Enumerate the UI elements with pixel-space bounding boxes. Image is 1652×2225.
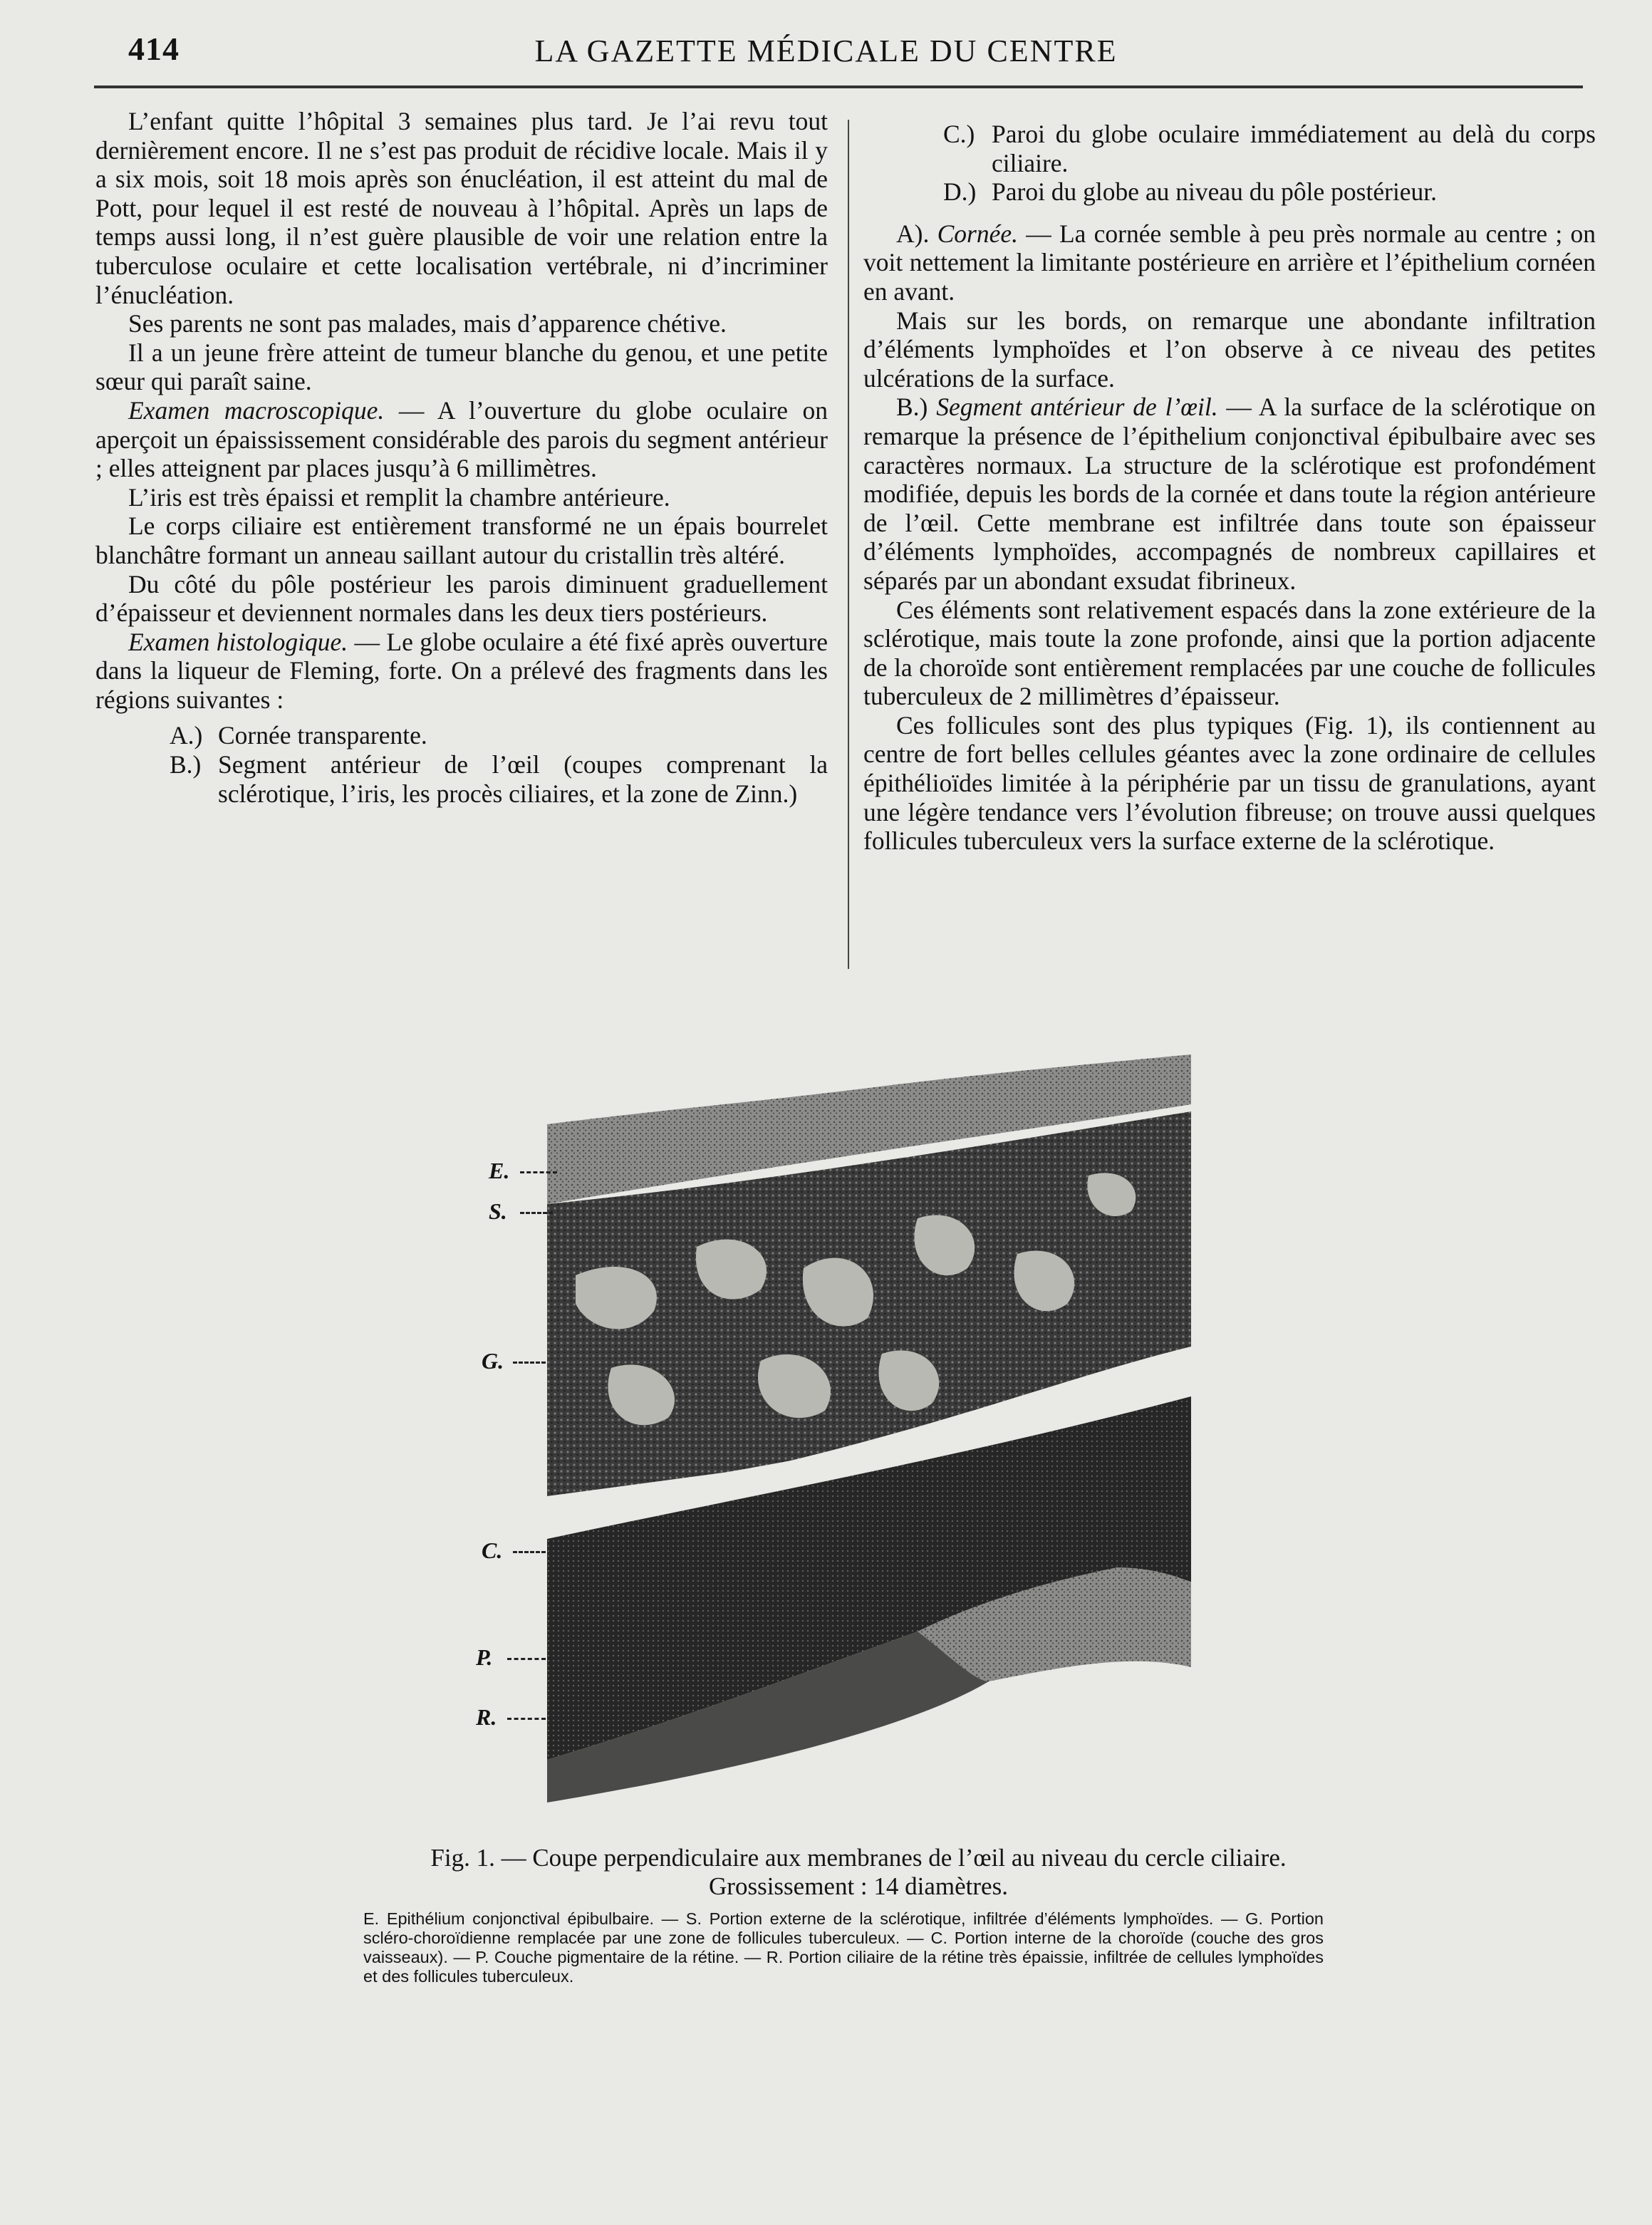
- figure-label-c: C.: [482, 1537, 503, 1563]
- list-item: [95, 721, 828, 750]
- section-label: Examen histologique.: [128, 627, 348, 656]
- paragraph: Il a un jeune frère atteint de tumeur blanche du genou, et une petite sœur qui paraît saine.: [95, 338, 828, 396]
- paragraph: L’iris est très épaissi et remplit la chambre antérieure.: [128, 482, 670, 512]
- region-list: [95, 721, 828, 808]
- column-divider: [848, 120, 849, 969]
- figure-label-e: E.: [489, 1158, 510, 1183]
- label-leader: [520, 1212, 553, 1214]
- list-key: C.): [943, 120, 975, 148]
- figure-label-g: G.: [482, 1348, 504, 1374]
- left-column: [95, 107, 828, 808]
- figure-label-r: R.: [476, 1704, 497, 1730]
- histology-figure: [476, 1040, 1191, 1803]
- paragraph: [863, 219, 1596, 306]
- list-text: Paroi du globe oculaire immédiatement au delà du corps ciliaire.: [992, 120, 1596, 177]
- paragraph: [95, 396, 828, 483]
- section-text: — A l’ouverture du globe oculaire on aperçoit un épaississement considérable des parois du segment antérieur ; elles atteignent par places jusqu’à 6 millimètres.: [95, 395, 828, 483]
- list-text: Cornée transparente.: [218, 721, 427, 750]
- figure-caption-legend: E. Epithélium conjonctival épibulbaire. — S. Portion externe de la sclérotique, infiltrée d’éléments lymphoïdes. — G. Portion scléro-choroïdienne remplacée par une zone de follicules tuberculeux. — C. Portion interne de la choroïde (couche des gros vaisseaux). — P. Couche pigmentaire de la rétine. — R. Portion ciliaire de la rétine très épaissie, infiltrée de cellules lymphoïdes et des follicules tuberculeux.: [363, 1909, 1324, 1986]
- label-leader: [520, 1171, 557, 1173]
- label-leader: [513, 1362, 546, 1364]
- list-key: B.): [170, 750, 202, 779]
- list-item: [95, 750, 828, 808]
- section-label: Segment antérieur de l’œil.: [936, 393, 1218, 422]
- paragraph: Ces éléments sont relativement espacés dans la zone extérieure de la sclérotique, mais toute la zone profonde, ainsi que la portion adjacente de la choroïde sont entièrement remplacées par une couche de follicules tuberculeux de 2 millimètres d’épaisseur.: [863, 595, 1596, 711]
- list-key: A.): [170, 721, 203, 750]
- histology-section-image: [547, 1040, 1191, 1803]
- section-text: — A la surface de la sclérotique on remarque la présence de l’épithelium conjonctival épibulbaire avec ses caractères normaux. La structure de la sclérotique est profondément modifiée, depuis les bords de la cornée et dans toute la région antérieure de l’œil. Cette membrane est infiltrée dans toute son épaisseur d’éléments lymphoïdes, accompagnés de nombreux capillaires et séparés par un abondant exsudat fibrineux.: [863, 393, 1596, 595]
- paragraph: Ces follicules sont des plus typiques (Fig. 1), ils contiennent au centre de fort belles cellules géantes avec la zone ordinaire de cellules épithélioïdes limitée à la périphérie par un tissu de granulations, ayant une légère tendance vers l’évolution fibreuse; on trouve aussi quelques follicules tuberculeux vers la surface externe de la sclérotique.: [863, 710, 1596, 856]
- figure-label-s: S.: [489, 1198, 507, 1224]
- running-title: LA GAZETTE MÉDICALE DU CENTRE: [534, 33, 1118, 68]
- figure-caption-title: Fig. 1. — Coupe perpendiculaire aux membranes de l’œil au niveau du cercle ciliaire. Grossissement : 14 diamètres.: [430, 1844, 1287, 1900]
- right-column: [863, 120, 1596, 856]
- label-leader: [513, 1551, 546, 1553]
- label-leader: [507, 1658, 546, 1660]
- list-key: D.): [943, 177, 977, 207]
- paragraph: L’enfant quitte l’hôpital 3 semaines plus tard. Je l’ai revu tout dernièrement encore. Il ne s’est pas produit de récidive locale. Mais il y a six mois, soit 18 mois après son énucléation, il est atteint du mal de Pott, pour lequel il est resté de nouveau à l’hôpital. Après un laps de temps aussi long, il n’est guère plausible de voir une relation entre la tuberculose oculaire et cette localisation vertébrale, ni d’incriminer l’énucléation.: [95, 107, 828, 309]
- paragraph: Ses parents ne sont pas malades, mais d’apparence chétive.: [128, 309, 727, 338]
- paragraph: Du côté du pôle postérieur les parois diminuent graduellement d’épaisseur et deviennent normales dans les deux tiers postérieurs.: [95, 569, 828, 628]
- list-text: Segment antérieur de l’œil (coupes comprenant la sclérotique, l’iris, les procès ciliaires, et la zone de Zinn.): [218, 750, 828, 808]
- paragraph: [95, 628, 828, 715]
- list-text: Paroi du globe au niveau du pôle postérieur.: [992, 177, 1438, 207]
- list-item: [863, 120, 1596, 177]
- list-item: [863, 177, 1596, 207]
- section-label: Cornée.: [937, 219, 1018, 248]
- section-key: A).: [896, 219, 930, 248]
- paragraph: [863, 393, 1596, 595]
- section-text: — La cornée semble à peu près normale au centre ; on voit nettement la limitante postérieure en arrière et l’épithelium cornéen en avant.: [863, 219, 1596, 306]
- paragraph: Le corps ciliaire est entièrement transformé ne un épais bourrelet blanchâtre formant un anneau saillant autour du cristallin très altéré.: [95, 512, 828, 569]
- paragraph: Mais sur les bords, on remarque une abondante infiltration d’éléments lymphoïdes et l’on observe à ce niveau des petites ulcérations de la surface.: [863, 306, 1596, 393]
- region-list: [863, 120, 1596, 207]
- section-label: Examen macroscopique.: [128, 395, 385, 425]
- label-leader: [507, 1718, 546, 1720]
- figure-label-p: P.: [476, 1644, 493, 1670]
- header-rule: [94, 85, 1583, 88]
- section-text: — Le globe oculaire a été fixé après ouverture dans la liqueur de Fleming, forte. On a prélevé des fragments dans les régions suivantes :: [95, 627, 828, 714]
- section-key: B.): [896, 393, 928, 422]
- page-number: 414: [128, 31, 180, 67]
